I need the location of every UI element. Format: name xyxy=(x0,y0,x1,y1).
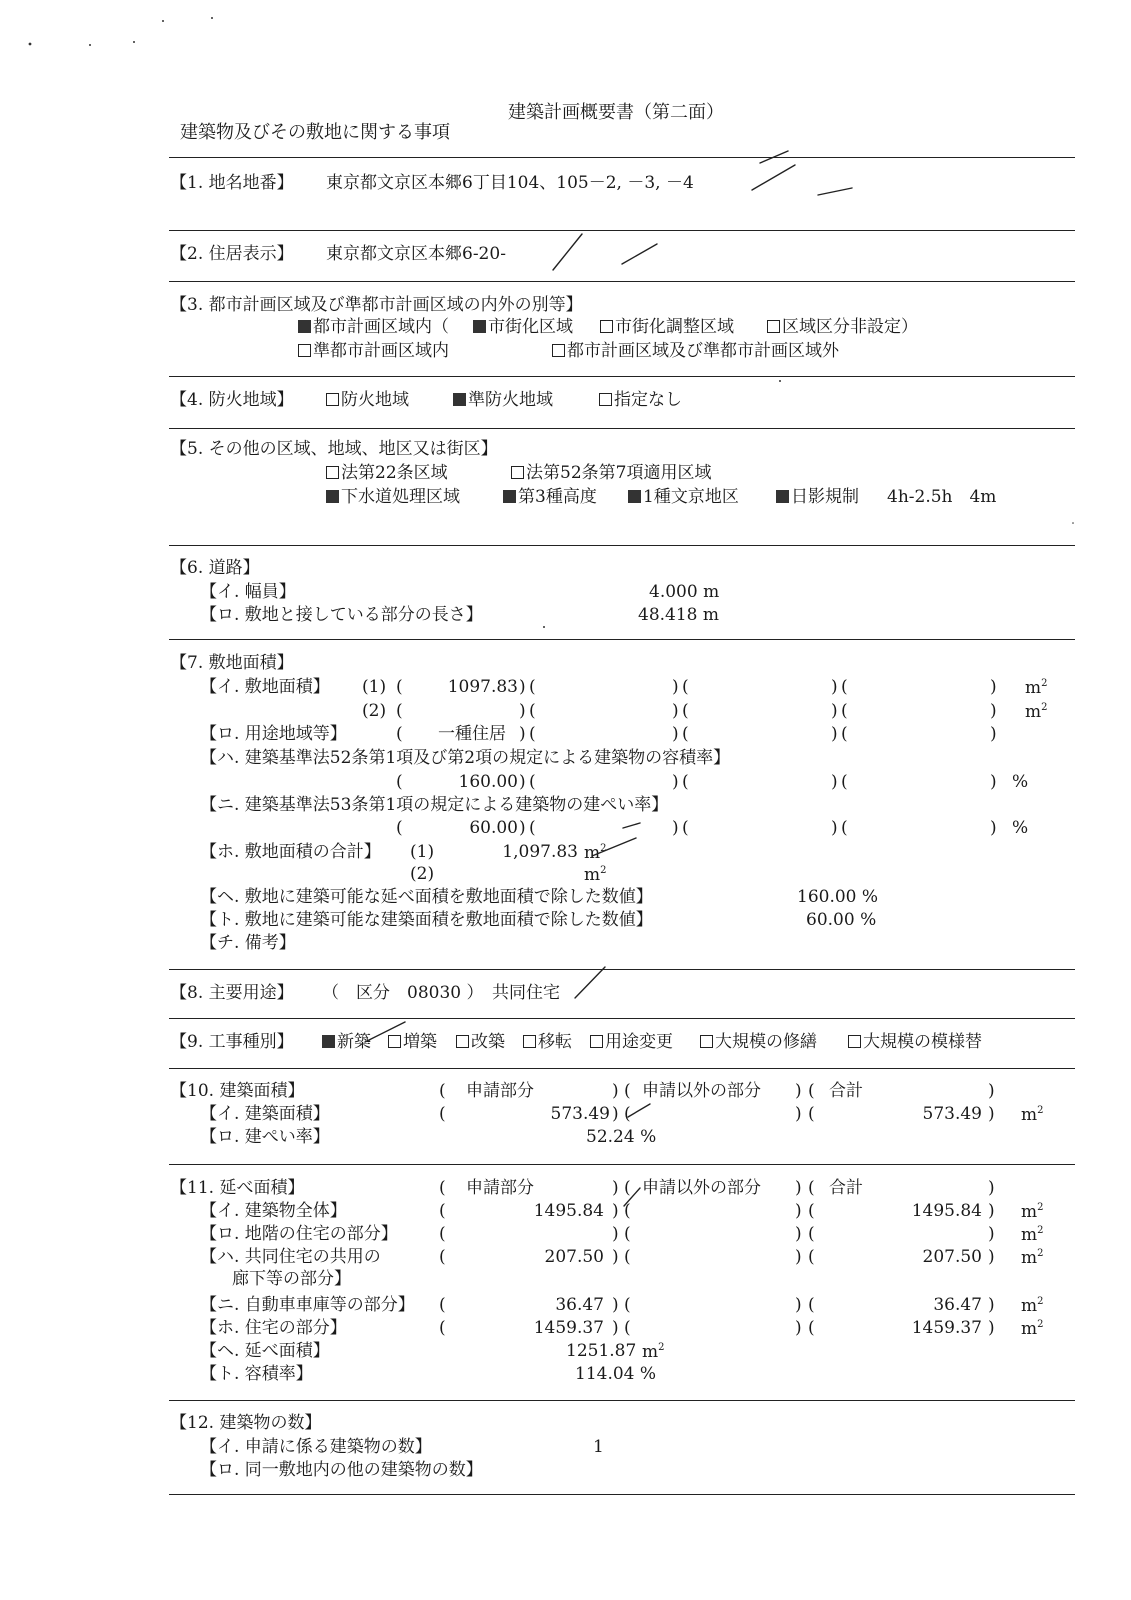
paren: ) xyxy=(612,1318,619,1338)
document-subtitle: 建築物及びその敷地に関する事項 xyxy=(180,122,450,143)
s11-row-total: 1459.37 xyxy=(911,1318,982,1338)
s7-zone-label: 【ロ. 用途地域等】 xyxy=(200,724,347,744)
s5-option-sewer: 下水道処理区域 xyxy=(326,489,460,506)
s9-option-use-change: 用途変更 xyxy=(590,1034,673,1051)
paren: ) xyxy=(988,1295,995,1315)
s6-width-value: 4.000 m xyxy=(649,582,720,602)
s5-option-art52: 法第52条第7項適用区域 xyxy=(511,465,711,482)
s3-option-control: 市街化調整区域 xyxy=(600,319,734,336)
unit-m2: $m^2$ xyxy=(1021,1319,1044,1339)
paren: ) xyxy=(990,772,997,792)
paren: ) xyxy=(672,701,679,721)
s11-row-label: 【ニ. 自動車車庫等の部分】 xyxy=(200,1295,415,1315)
s7-row2-label: (2) xyxy=(362,701,387,721)
paren: ( xyxy=(682,701,689,721)
check-mark xyxy=(818,188,852,195)
paren: ) xyxy=(795,1318,802,1338)
paren: ) xyxy=(795,1224,802,1244)
document-title: 建築計画概要書（第二面） xyxy=(508,102,724,123)
paren: ) xyxy=(795,1247,802,1267)
paren: ( xyxy=(624,1318,631,1338)
s1-value: 東京都文京区本郷6丁目104、105－2, －3, －4 xyxy=(326,173,694,193)
s4-option-fire: 防火地域 xyxy=(326,392,409,409)
s7-far-label: 【ハ. 建築基準法52条第1項及び第2項の規定による建築物の容積率】 xyxy=(200,748,731,768)
paren: ) xyxy=(831,677,838,697)
paren: ) xyxy=(795,1201,802,1221)
paren: ( xyxy=(439,1104,446,1124)
paren: ) xyxy=(990,701,997,721)
s10-bcr-value: 52.24 % xyxy=(586,1127,657,1147)
check-mark xyxy=(592,838,636,856)
s11-row-applied: 36.47 xyxy=(555,1295,604,1315)
s11-row-applied: 207.50 xyxy=(544,1247,604,1267)
s3-option-city-planning: 都市計画区域内（ xyxy=(298,319,449,336)
check-mark xyxy=(760,151,788,163)
unit-m2: $m^2$ xyxy=(1025,702,1048,722)
s5-option-art22: 法第22条区域 xyxy=(326,465,448,482)
paren: ( xyxy=(841,701,848,721)
paren: ( xyxy=(396,772,403,792)
s11-row-label: 【ホ. 住宅の部分】 xyxy=(200,1318,347,1338)
check-mark xyxy=(623,823,640,828)
unit-m2: $m^2$ xyxy=(1021,1248,1044,1268)
s11-label: 【11. 延べ面積】 xyxy=(170,1178,305,1198)
paren: ( xyxy=(841,818,848,838)
s3-label: 【3. 都市計画区域及び準都市計画区域の内外の別等】 xyxy=(170,295,583,315)
paren: ) xyxy=(988,1247,995,1267)
s7-site-area-label: 【イ. 敷地面積】 xyxy=(200,677,330,697)
s7-far-value: 160.00 xyxy=(458,772,518,792)
s6-frontage-label: 【ロ. 敷地と接している部分の長さ】 xyxy=(200,605,483,625)
s11-row-label: 【ハ. 共同住宅の共用の xyxy=(200,1247,381,1267)
s7-total-row1: (1) xyxy=(410,842,435,862)
paren: ) xyxy=(612,1247,619,1267)
s12-label: 【12. 建築物の数】 xyxy=(170,1413,322,1433)
s8-value: （ 区分 08030 ） 共同住宅 xyxy=(322,983,560,1003)
paren: ( xyxy=(808,1081,815,1101)
scan-speck xyxy=(162,20,164,22)
check-mark xyxy=(365,1022,405,1042)
paren: ( xyxy=(808,1318,815,1338)
paren: ) xyxy=(831,772,838,792)
paren: ) xyxy=(519,818,526,838)
s10-header-total: 合計 xyxy=(829,1081,863,1101)
paren: ( xyxy=(396,724,403,744)
s11-total-floor-value: 1251.87 xyxy=(566,1341,637,1361)
s7-bcr-label: 【ニ. 建築基準法53条第1項の規定による建築物の建ぺい率】 xyxy=(200,795,669,815)
s11-far-value: 114.04 % xyxy=(575,1364,657,1384)
s11-total-floor-label: 【ヘ. 延べ面積】 xyxy=(200,1341,330,1361)
s9-option-rebuild: 改築 xyxy=(456,1034,505,1051)
unit-m2: $m^2$ xyxy=(1021,1225,1044,1245)
s7-max-bcr-label: 【ト. 敷地に建築可能な建築面積を敷地面積で除した数値】 xyxy=(200,910,653,930)
paren: ) xyxy=(988,1081,995,1101)
paren: ) xyxy=(988,1224,995,1244)
paren: ( xyxy=(529,677,536,697)
paren: ) xyxy=(612,1178,619,1198)
s3-option-outside: 都市計画区域及び準都市計画区域外 xyxy=(552,343,839,360)
paren: ( xyxy=(624,1247,631,1267)
s2-label: 【2. 住居表示】 xyxy=(170,244,294,264)
unit-m2: $m^2$ xyxy=(1025,678,1048,698)
paren: ( xyxy=(439,1247,446,1267)
s2-value: 東京都文京区本郷6-20- xyxy=(326,244,506,264)
paren: ) xyxy=(519,701,526,721)
s7-label: 【7. 敷地面積】 xyxy=(170,653,294,673)
s4-option-quasi-fire: 準防火地域 xyxy=(453,392,553,409)
s11-header-applied: 申請部分 xyxy=(466,1178,534,1198)
s6-frontage-value: 48.418 m xyxy=(638,605,720,625)
s7-zone-value: 一種住居 xyxy=(438,724,506,744)
paren: ( xyxy=(396,818,403,838)
scan-speck xyxy=(1072,522,1074,524)
paren: ( xyxy=(808,1224,815,1244)
check-mark xyxy=(575,967,605,998)
s10-area-applied: 573.49 xyxy=(550,1104,610,1124)
s3-option-urbanization: 市街化区域 xyxy=(473,319,573,336)
check-mark xyxy=(622,244,657,264)
s10-header-other: 申請以外の部分 xyxy=(642,1081,761,1101)
s5-option-shade: 日影規制 xyxy=(776,489,859,506)
paren: ) xyxy=(519,772,526,792)
unit-m2: $m^2$ xyxy=(584,865,607,885)
unit-m2: $m^2$ xyxy=(642,1342,665,1362)
s9-option-remodel: 大規模の模様替 xyxy=(848,1034,982,1051)
paren: ( xyxy=(624,1224,631,1244)
s10-header-applied: 申請部分 xyxy=(466,1081,534,1101)
paren: ( xyxy=(439,1295,446,1315)
paren: ( xyxy=(439,1081,446,1101)
s7-site-area-value: 1097.83 xyxy=(447,677,518,697)
paren: ) xyxy=(988,1318,995,1338)
s7-max-bcr-value: 60.00 % xyxy=(806,910,877,930)
paren: ( xyxy=(841,677,848,697)
s3-option-quasi: 準都市計画区域内 xyxy=(298,343,449,360)
paren: ( xyxy=(439,1224,446,1244)
paren: ) xyxy=(795,1178,802,1198)
unit-m2: $m^2$ xyxy=(1021,1296,1044,1316)
paren: ( xyxy=(439,1318,446,1338)
s4-option-none: 指定なし xyxy=(599,392,682,409)
unit-percent: % xyxy=(1012,772,1029,792)
s9-option-new: 新築 xyxy=(322,1034,371,1051)
paren: ) xyxy=(672,818,679,838)
scan-speck xyxy=(89,44,91,46)
paren: ( xyxy=(682,724,689,744)
check-mark xyxy=(624,1188,640,1206)
paren: ) xyxy=(990,818,997,838)
s11-row-total: 36.47 xyxy=(933,1295,982,1315)
paren: ( xyxy=(439,1201,446,1221)
paren: ) xyxy=(612,1224,619,1244)
paren: ( xyxy=(841,772,848,792)
s7-max-far-value: 160.00 % xyxy=(797,887,879,907)
s11-far-label: 【ト. 容積率】 xyxy=(200,1364,313,1384)
paren: ( xyxy=(808,1201,815,1221)
paren: ( xyxy=(682,818,689,838)
paren: ) xyxy=(988,1178,995,1198)
paren: ( xyxy=(624,1104,631,1124)
check-mark xyxy=(752,165,795,190)
s7-total-value: 1,097.83 xyxy=(502,842,578,862)
s9-option-extension: 増築 xyxy=(388,1034,437,1051)
s6-label: 【6. 道路】 xyxy=(170,558,260,578)
scan-speck xyxy=(543,626,545,628)
paren: ) xyxy=(988,1104,995,1124)
s12-other-label: 【ロ. 同一敷地内の他の建築物の数】 xyxy=(200,1460,483,1480)
paren: ( xyxy=(396,677,403,697)
scan-speck xyxy=(133,41,135,43)
s7-total-label: 【ホ. 敷地面積の合計】 xyxy=(200,842,381,862)
s11-header-other: 申請以外の部分 xyxy=(642,1178,761,1198)
s1-label: 【1. 地名地番】 xyxy=(170,173,294,193)
paren: ( xyxy=(682,772,689,792)
check-mark xyxy=(553,234,582,270)
paren: ( xyxy=(529,772,536,792)
s9-label: 【9. 工事種別】 xyxy=(170,1032,294,1052)
paren: ) xyxy=(795,1104,802,1124)
paren: ) xyxy=(519,724,526,744)
paren: ) xyxy=(612,1295,619,1315)
paren: ( xyxy=(624,1081,631,1101)
paren: ) xyxy=(612,1081,619,1101)
paren: ) xyxy=(990,724,997,744)
s9-option-repair: 大規模の修繕 xyxy=(700,1034,817,1051)
paren: ) xyxy=(988,1201,995,1221)
check-mark xyxy=(628,1104,650,1117)
s5-label: 【5. その他の区域、地域、地区又は街区】 xyxy=(170,439,498,459)
scan-speck xyxy=(779,380,781,382)
paren: ) xyxy=(795,1295,802,1315)
s5-shade-value: 4h-2.5h 4m xyxy=(887,487,997,507)
s9-option-relocation: 移転 xyxy=(523,1034,572,1051)
s4-label: 【4. 防火地域】 xyxy=(170,390,294,410)
s11-row-total: 1495.84 xyxy=(911,1201,982,1221)
s5-option-height3: 第3種高度 xyxy=(503,489,597,506)
paren: ( xyxy=(808,1247,815,1267)
s11-row-applied: 1495.84 xyxy=(533,1201,604,1221)
s7-remarks-label: 【チ. 備考】 xyxy=(200,933,296,953)
s10-label: 【10. 建築面積】 xyxy=(170,1081,305,1101)
paren: ( xyxy=(624,1295,631,1315)
paren: ) xyxy=(831,724,838,744)
paren: ( xyxy=(529,818,536,838)
paren: ( xyxy=(529,724,536,744)
paren: ) xyxy=(990,677,997,697)
unit-m2: $m^2$ xyxy=(1021,1202,1044,1222)
s10-area-total: 573.49 xyxy=(922,1104,982,1124)
unit-percent: % xyxy=(1012,818,1029,838)
scan-speck xyxy=(211,17,213,19)
paren: ) xyxy=(672,772,679,792)
paren: ( xyxy=(841,724,848,744)
paren: ( xyxy=(624,1178,631,1198)
paren: ( xyxy=(808,1178,815,1198)
paren: ( xyxy=(624,1201,631,1221)
paren: ) xyxy=(672,677,679,697)
s3-option-unset: 区域区分非設定） xyxy=(767,319,918,336)
s7-max-far-label: 【ヘ. 敷地に建築可能な延べ面積を敷地面積で除した数値】 xyxy=(200,887,653,907)
scan-speck xyxy=(29,43,32,46)
s7-row1-label: (1) xyxy=(362,677,387,697)
s11-row-total: 207.50 xyxy=(922,1247,982,1267)
s11-row-label: 【イ. 建築物全体】 xyxy=(200,1201,347,1221)
paren: ) xyxy=(795,1081,802,1101)
s10-area-label: 【イ. 建築面積】 xyxy=(200,1104,330,1124)
s10-bcr-label: 【ロ. 建ぺい率】 xyxy=(200,1127,330,1147)
paren: ) xyxy=(612,1104,619,1124)
s6-width-label: 【イ. 幅員】 xyxy=(200,582,296,602)
paren: ) xyxy=(831,701,838,721)
s11-row-label-cont: 廊下等の部分】 xyxy=(232,1269,351,1289)
paren: ) xyxy=(612,1201,619,1221)
s11-row-applied: 1459.37 xyxy=(533,1318,604,1338)
paren: ) xyxy=(672,724,679,744)
paren: ) xyxy=(519,677,526,697)
unit-m2: $m^2$ xyxy=(1021,1105,1044,1125)
paren: ( xyxy=(808,1104,815,1124)
paren: ) xyxy=(831,818,838,838)
s12-count-value: 1 xyxy=(593,1437,604,1457)
s5-option-bunkyo: 1種文京地区 xyxy=(628,489,739,506)
s11-row-label: 【ロ. 地階の住宅の部分】 xyxy=(200,1224,398,1244)
s7-total-row2: (2) xyxy=(410,864,435,884)
paren: ( xyxy=(439,1178,446,1198)
paren: ( xyxy=(808,1295,815,1315)
paren: ( xyxy=(682,677,689,697)
s11-header-total: 合計 xyxy=(829,1178,863,1198)
s12-count-label: 【イ. 申請に係る建築物の数】 xyxy=(200,1437,432,1457)
paren: ( xyxy=(396,701,403,721)
paren: ( xyxy=(529,701,536,721)
unit-m2: $m^2$ xyxy=(584,843,607,863)
s8-label: 【8. 主要用途】 xyxy=(170,983,294,1003)
s7-bcr-value: 60.00 xyxy=(469,818,518,838)
